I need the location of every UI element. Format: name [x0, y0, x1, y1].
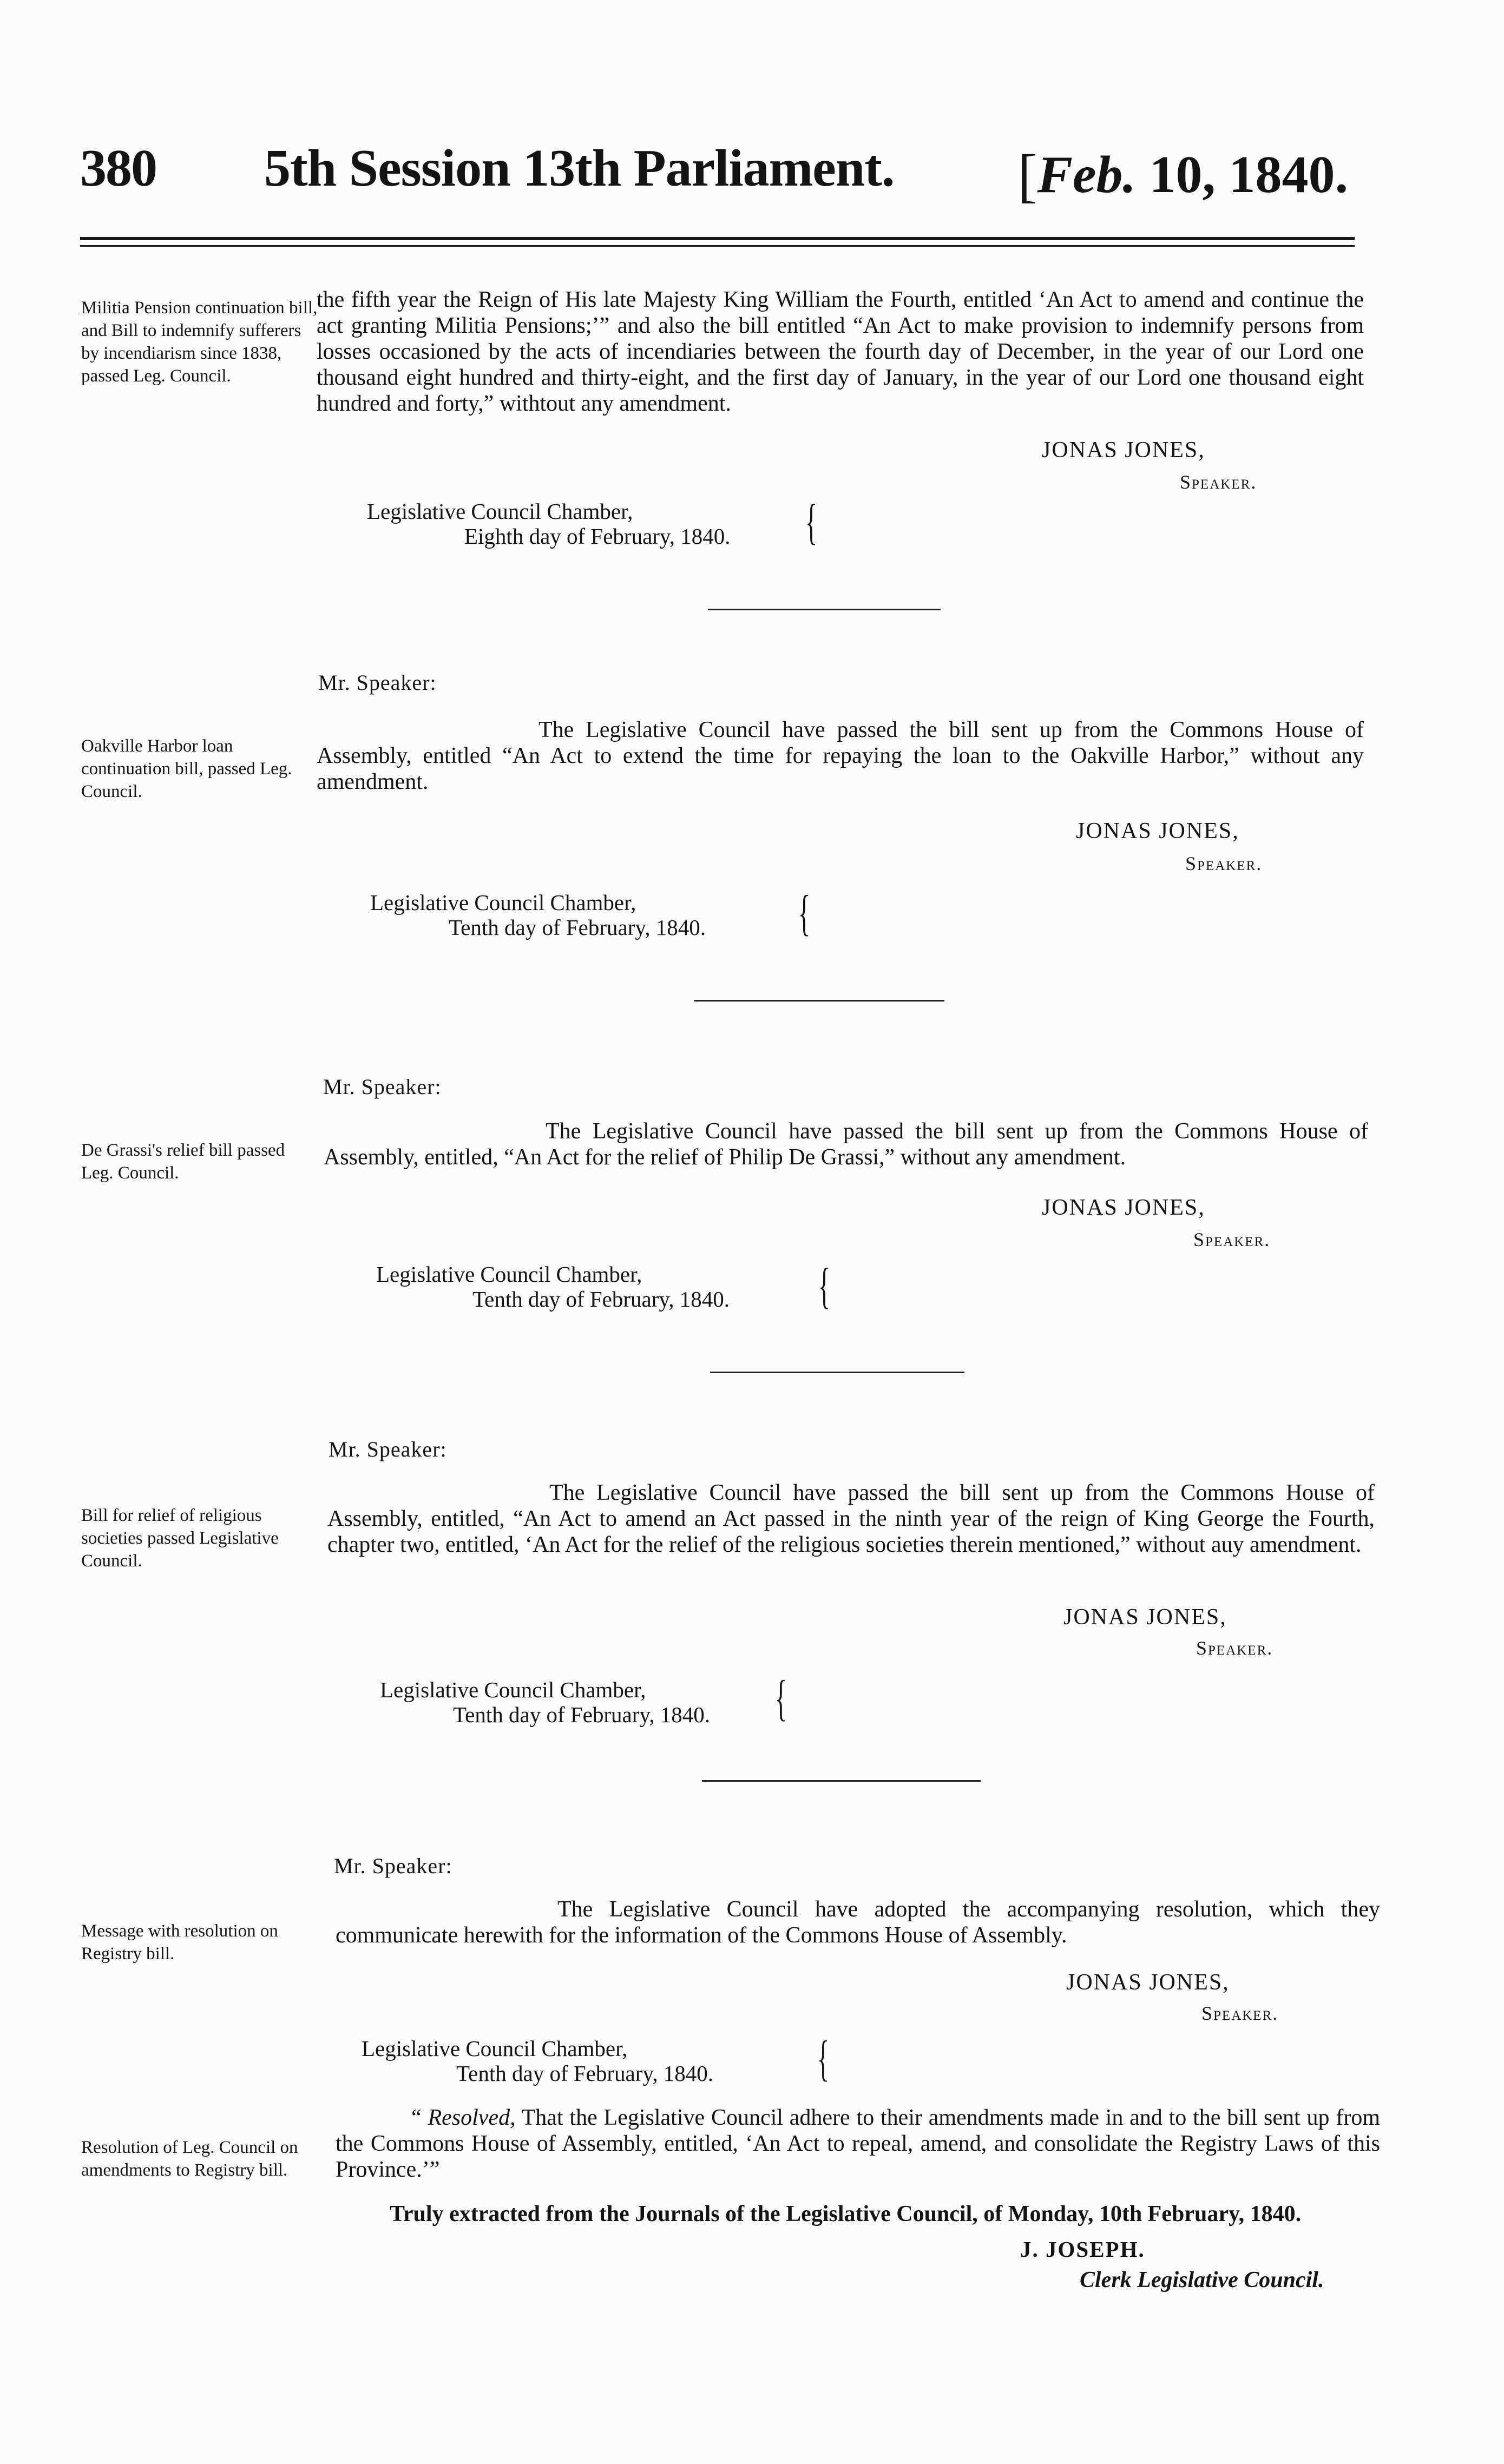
margin-note-de-grassi: De Grassi's relief bill passed Leg. Council.: [81, 1141, 285, 1183]
paragraph: The Legislative Council have adopted the accompanying resolution, which they communicate herewith for the information of the Commons House of Assembly.: [336, 1897, 1380, 1948]
section-divider: [702, 1780, 981, 1782]
chamber-name: Legislative Council Chamber,: [380, 1677, 646, 1702]
section-divider: [694, 1000, 944, 1002]
signature-name: JONAS JONES,: [1066, 1970, 1230, 1995]
signature-name: JONAS JONES,: [1042, 1195, 1205, 1220]
brace-glyph: {: [818, 1258, 831, 1313]
signature-name: JONAS JONES,: [1042, 438, 1205, 463]
resolution-body: That the Legislative Council adhere to their amendments made in and to the bill sent up from the Commons House of Assembly, entitled, ‘An Act to repeal, amend, and consolidate the Registry Laws of this Province.’”: [336, 2105, 1380, 2182]
margin-note-resolution: Resolution of Leg. Council on amendments to Registry bill.: [81, 2138, 298, 2180]
chamber-day: Tenth day of February, 1840.: [449, 915, 706, 940]
section-divider: [710, 1372, 964, 1373]
section-divider: [708, 609, 941, 610]
address-mr-speaker: Mr. Speaker:: [329, 1437, 447, 1461]
signature-title: Speaker.: [1180, 471, 1257, 493]
signature-title: Speaker.: [1185, 853, 1263, 874]
signature-title: Speaker.: [1196, 1637, 1273, 1659]
chamber-date-block: [367, 499, 731, 549]
chamber-day: Tenth day of February, 1840.: [456, 2061, 713, 2086]
margin-note-oakville-harbor: Oakville Harbor loan continuation bill, passed Leg. Council.: [81, 736, 292, 801]
signature-title: Speaker.: [1201, 2002, 1279, 2024]
clerk-title: Clerk Legislative Council.: [1080, 2268, 1324, 2292]
chamber-name: Legislative Council Chamber,: [370, 890, 636, 915]
message-text-oakville-harbor: [317, 717, 1364, 795]
chamber-name: Legislative Council Chamber,: [362, 2036, 628, 2061]
message-text-de-grassi: [324, 1118, 1368, 1170]
clerk-name: J. JOSEPH.: [1020, 2237, 1145, 2262]
page-number: 380: [80, 139, 156, 197]
running-title: 5th Session 13th Parliament.: [264, 139, 895, 197]
date-month: Feb.: [1037, 146, 1137, 204]
date-bracket: [: [1017, 142, 1037, 208]
message-text-registry: [336, 1896, 1380, 1948]
extract-line: Truly extracted from the Journals of the Legislative Council, of Monday, 10th February, 1840.: [390, 2202, 1302, 2226]
chamber-date-block: [362, 2036, 713, 2086]
paragraph: The Legislative Council have passed the bill sent up from the Commons House of Assembly, entitled, “An Act to amend an Act passed in the ninth year of the reign of King George the Fourth, chapter two, entitled, ‘An Act for the relief of the religious societies therein mentioned,” without auy amendment.: [327, 1480, 1375, 1557]
open-quote: “: [411, 2105, 422, 2130]
chamber-day: Tenth day of February, 1840.: [453, 1702, 710, 1727]
brace-glyph: {: [805, 494, 818, 549]
brace-glyph: {: [817, 2031, 830, 2086]
signature-title: Speaker.: [1193, 1229, 1271, 1250]
chamber-date-block: [370, 890, 706, 940]
brace-glyph: {: [798, 885, 811, 940]
chamber-name: Legislative Council Chamber,: [376, 1262, 642, 1287]
address-mr-speaker: Mr. Speaker:: [323, 1075, 442, 1099]
brace-glyph: {: [775, 1670, 787, 1725]
chamber-name: Legislative Council Chamber,: [367, 499, 633, 524]
paragraph: the fifth year the Reign of His late Majesty King William the Fourth, entitled ‘An Act to amend and continue the act granting Militia Pensions;’” and also the bill entitled “An Act to make provision to indemnify persons from losses occasioned by the acts of incendiaries between the fourth day of December, in the year of our Lord one thousand eight hundred and thirty-eight, and the first day of January, in the year of our Lord one thousand eight hundred and forty,” withtout any amendment.: [317, 287, 1364, 416]
date-rest: 10, 1840.: [1149, 146, 1349, 204]
paragraph: The Legislative Council have passed the bill sent up from the Commons House of Assembly, entitled, “An Act for the relief of Philip De Grassi,” without any amendment.: [324, 1119, 1368, 1170]
margin-note-religious-societies: Bill for relief of religious societies passed Legislative Council.: [81, 1506, 279, 1571]
running-date: [1017, 138, 1348, 207]
chamber-date-block: [380, 1677, 710, 1727]
message-text-militia-pension: [317, 287, 1364, 417]
signature-name: JONAS JONES,: [1063, 1605, 1227, 1630]
resolved-word: Resolved,: [428, 2105, 516, 2130]
margin-note-registry-message: Message with resolution on Registry bill.: [81, 1921, 278, 1964]
address-mr-speaker: Mr. Speaker:: [334, 1854, 452, 1878]
header-rule-thick: [80, 237, 1355, 240]
margin-note-militia-pension: Militia Pension continuation bill, and Bill to indemnify sufferers by incendiarism since 1838, passed Leg. Council.: [81, 298, 318, 386]
header-rule-thin: [80, 245, 1355, 247]
paragraph: The Legislative Council have passed the bill sent up from the Commons House of Assembly, entitled “An Act to extend the time for repaying the loan to the Oakville Harbor,” without any amendment.: [317, 717, 1364, 794]
signature-name: JONAS JONES,: [1076, 819, 1239, 844]
paragraph: [336, 2105, 1380, 2183]
message-text-religious-societies: [327, 1480, 1375, 1558]
resolution-text: [336, 2105, 1380, 2183]
chamber-day: Tenth day of February, 1840.: [472, 1287, 730, 1312]
chamber-date-block: [376, 1262, 730, 1312]
chamber-day: Eighth day of February, 1840.: [464, 524, 731, 549]
address-mr-speaker: Mr. Speaker:: [318, 670, 437, 695]
